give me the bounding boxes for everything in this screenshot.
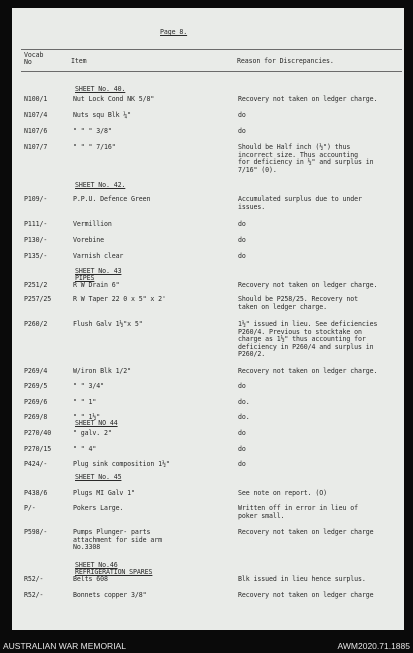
vocab-number: P598/- <box>24 528 48 536</box>
vocab-number: N107/4 <box>24 111 48 119</box>
header-item: Item <box>71 57 87 65</box>
sheet-heading: SHEET NO 44 <box>75 419 118 427</box>
header-rule-bottom <box>21 71 402 72</box>
vocab-number: P270/15 <box>24 445 52 453</box>
header-rule-top <box>21 49 402 50</box>
discrepancy-reason: Should be P258/25. Recovery not <box>238 295 358 303</box>
header-vocab: Vocab <box>24 51 44 59</box>
item-description: W/iron Blk 1/2" <box>73 367 132 375</box>
sheet-heading: REFRIGERATION SPARES <box>75 568 153 576</box>
item-description: R W Drain 6" <box>73 281 120 289</box>
sheet-heading: PIPES <box>75 274 95 282</box>
item-description: " " 1" <box>73 398 97 406</box>
discrepancy-reason: See note on report. (O) <box>238 489 328 497</box>
vocab-number: N100/1 <box>24 95 48 103</box>
vocab-number: P269/4 <box>24 367 48 375</box>
discrepancy-reason: do <box>238 252 246 260</box>
item-description: Nuts squ Blk ¼" <box>73 111 132 119</box>
vocab-number: P269/5 <box>24 382 48 390</box>
item-description: " " " 3/8" <box>73 127 112 135</box>
discrepancy-reason: Recovery not taken on ledger charge <box>238 591 374 599</box>
discrepancy-reason: Recovery not taken on ledger charge. <box>238 281 378 289</box>
vocab-number: P109/- <box>24 195 48 203</box>
discrepancy-reason: 7/16" (0). <box>238 165 277 174</box>
vocab-number: P251/2 <box>24 281 48 289</box>
discrepancy-reason: do <box>238 382 246 390</box>
item-description: Plugs MI Galv 1" <box>73 489 135 497</box>
vocab-number: P269/6 <box>24 398 48 406</box>
vocab-number: P130/- <box>24 236 48 244</box>
discrepancy-reason: do. <box>238 413 250 421</box>
item-description: Pumps Plunger- parts <box>73 528 151 536</box>
discrepancy-reason: incorrect size. Thus accounting <box>238 150 358 159</box>
item-description: Nut Lock Cond NK 5/8" <box>73 95 155 103</box>
discrepancy-reason: do <box>238 236 246 244</box>
item-description: No.3308 <box>73 543 101 552</box>
page-title: Page 8. <box>160 28 188 36</box>
item-description: attachment for side arm <box>73 535 163 544</box>
discrepancy-reason: do <box>238 429 246 437</box>
discrepancy-reason: Blk issued in lieu hence surplus. <box>238 575 366 583</box>
item-description: Varnish clear <box>73 252 124 260</box>
discrepancy-reason: deficiency in P260/4 and surplus in <box>238 342 374 351</box>
sheet-heading: SHEET No.46 <box>75 561 118 569</box>
header-no: No <box>24 58 32 66</box>
item-description: " galv. 2" <box>73 429 112 437</box>
item-description: Pokers Large. <box>73 504 124 512</box>
discrepancy-reason: do <box>238 127 246 135</box>
sheet-heading: SHEET No. 43 <box>75 267 122 275</box>
vocab-number: P/- <box>24 504 36 512</box>
vocab-number: P438/6 <box>24 489 48 497</box>
footer-left: AUSTRALIAN WAR MEMORIAL <box>3 641 126 651</box>
vocab-number: P269/8 <box>24 413 48 421</box>
discrepancy-reason: poker small. <box>238 511 285 520</box>
sheet-heading: SHEET No. 42. <box>75 181 126 189</box>
discrepancy-reason: Accumulated surplus due to under <box>238 195 362 203</box>
item-description: " " 1½" <box>73 413 101 421</box>
discrepancy-reason: P260/2. <box>238 350 266 359</box>
header-reason: Reason for Discrepancies. <box>237 57 334 65</box>
vocab-number: P111/- <box>24 220 48 228</box>
discrepancy-reason: Written off in error in lieu of <box>238 504 358 512</box>
discrepancy-reason: do. <box>238 398 250 406</box>
discrepancy-reason: charge as 1½" thus accounting for <box>238 335 366 344</box>
item-description: Belts 608 <box>73 575 108 583</box>
vocab-number: R52/- <box>24 575 44 583</box>
item-description: " " 3/4" <box>73 382 104 390</box>
vocab-number: P270/40 <box>24 429 52 437</box>
discrepancy-reason: taken on ledger charge. <box>238 302 328 311</box>
item-description: Vermillion <box>73 220 112 228</box>
item-description: P.P.U. Defence Green <box>73 195 151 203</box>
vocab-number: P135/- <box>24 252 48 260</box>
item-description: " " " 7/16" <box>73 143 116 151</box>
item-description: Flush Galv 1½"x 5" <box>73 320 143 328</box>
discrepancy-reason: Recovery not taken on ledger charge. <box>238 95 378 103</box>
sheet-heading: SHEET No. 45 <box>75 473 122 481</box>
discrepancy-reason: Recovery not taken on ledger charge <box>238 528 374 536</box>
vocab-number: R52/- <box>24 591 44 599</box>
discrepancy-reason: P260/4. Previous to stocktake on <box>238 327 362 336</box>
vocab-number: N107/6 <box>24 127 48 135</box>
item-description: Vorebine <box>73 236 104 244</box>
footer-right: AWM2020.71.1885 <box>337 641 410 651</box>
discrepancy-reason: do <box>238 111 246 119</box>
sheet-heading: SHEET No. 40. <box>75 85 126 93</box>
vocab-number: N107/7 <box>24 143 48 151</box>
discrepancy-reason: Should be Half inch (½") thus <box>238 143 351 151</box>
discrepancy-reason: do <box>238 220 246 228</box>
discrepancy-reason: issues. <box>238 202 266 211</box>
discrepancy-reason: for deficiency in ½" and surplus in <box>238 158 374 167</box>
vocab-number: P257/25 <box>24 295 52 303</box>
vocab-number: P260/2 <box>24 320 48 328</box>
discrepancy-reason: do <box>238 460 246 468</box>
vocab-number: P424/- <box>24 460 48 468</box>
item-description: Bonnets copper 3/8" <box>73 591 147 599</box>
item-description: Plug sink composition 1½" <box>73 460 170 468</box>
discrepancy-reason: do <box>238 445 246 453</box>
discrepancy-reason: 1½" issued in lieu. See deficiencies <box>238 320 378 328</box>
discrepancy-reason: Recovery not taken on ledger charge. <box>238 367 378 375</box>
item-description: R W Taper 22 0 x 5" x 2' <box>73 295 166 303</box>
item-description: " " 4" <box>73 445 97 453</box>
